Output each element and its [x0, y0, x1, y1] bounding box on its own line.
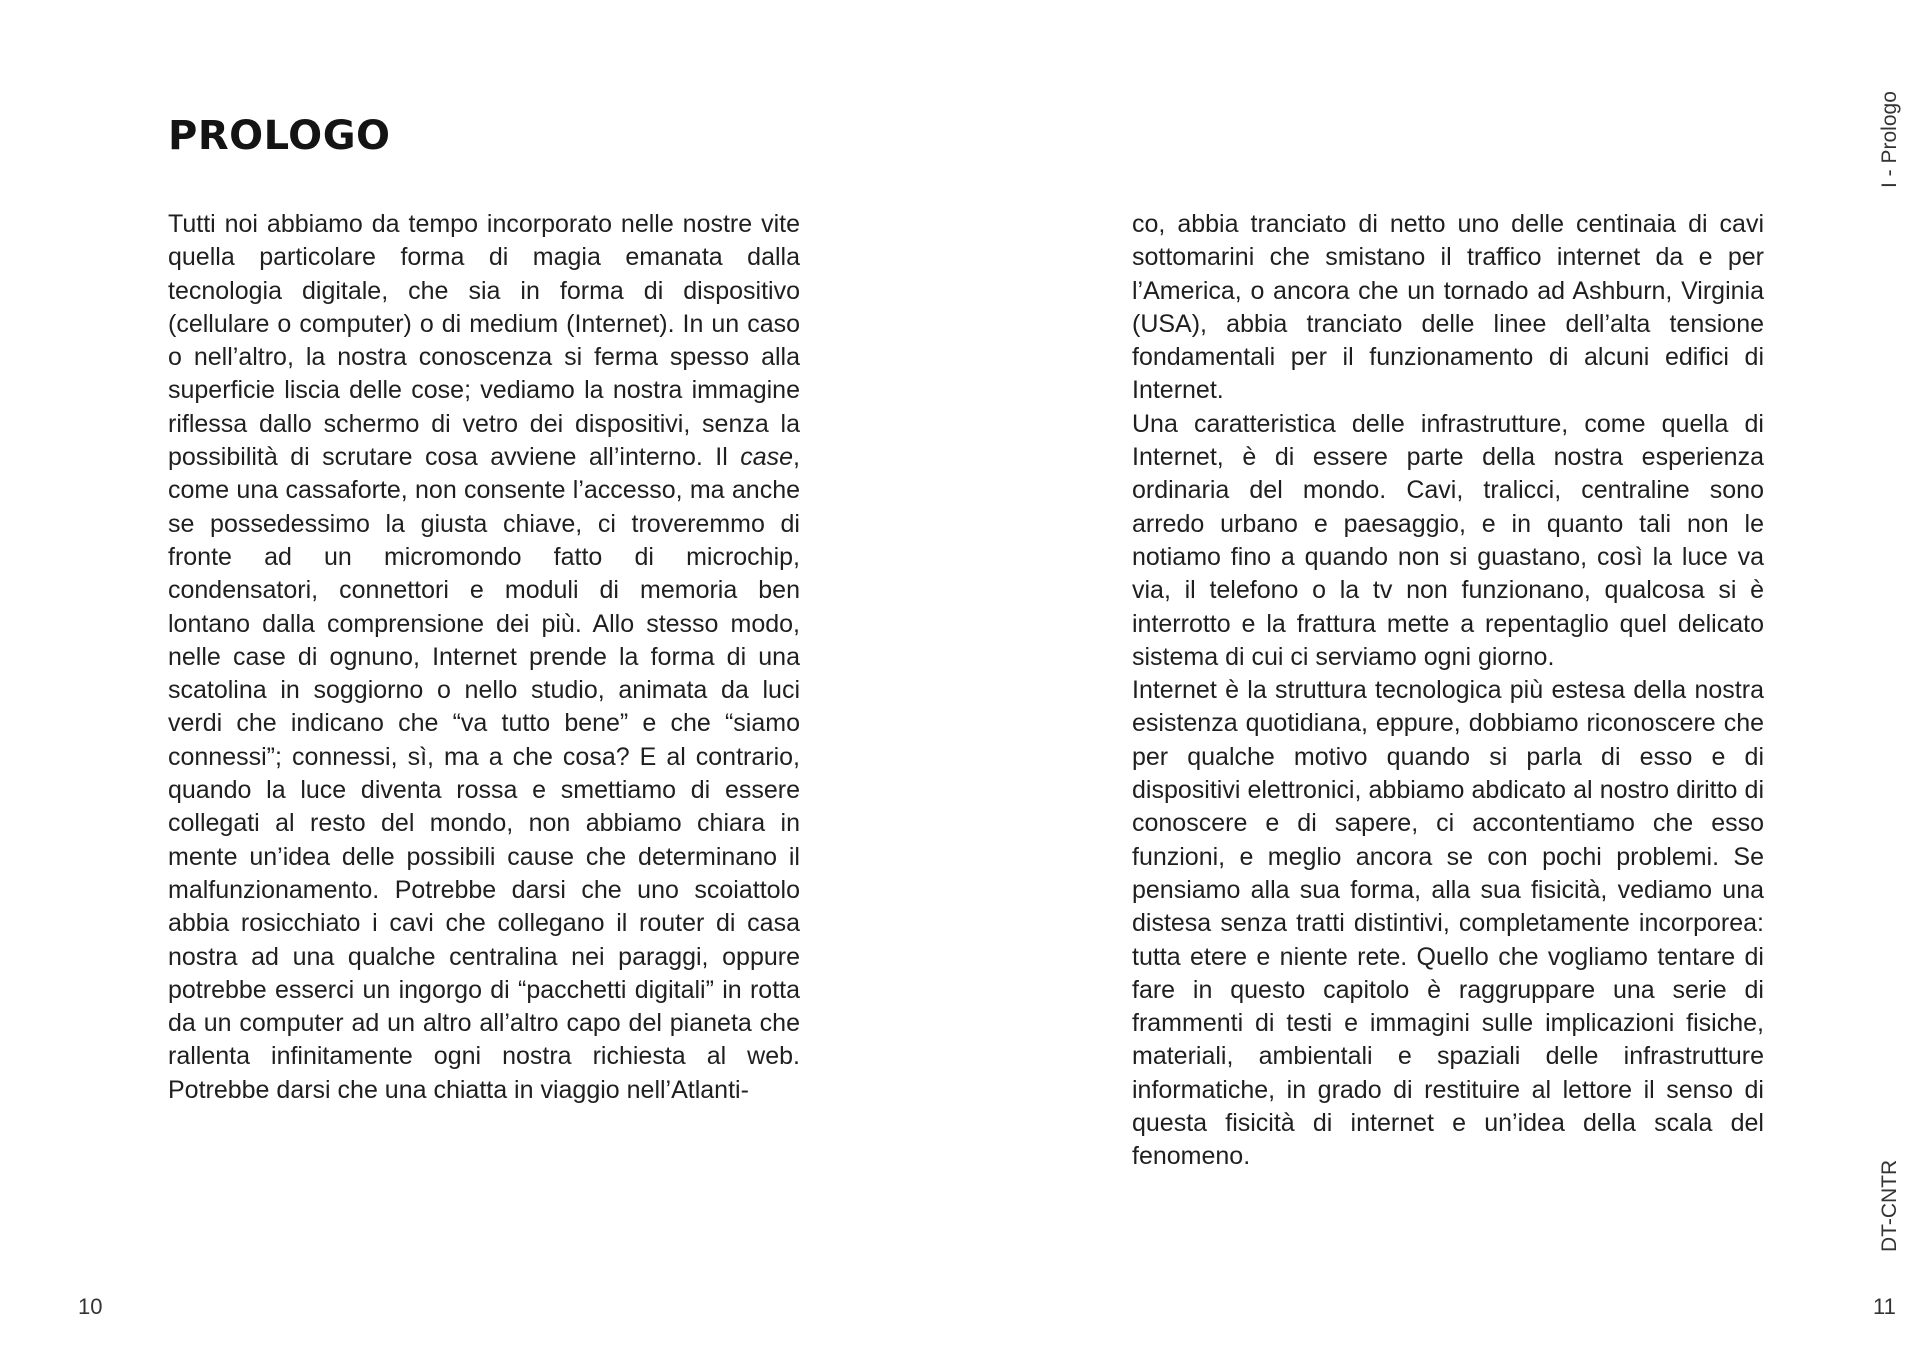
- right-text-column: [1132, 208, 1764, 1174]
- body-paragraph: Una caratteristica delle infrastrutture, come quella di Internet, è di essere parte della nostra esperienza ordinaria del mondo. Cavi, tralicci, centraline sono arredo urbano e paesaggio, e in quanto tali non le notiamo fino a quando non si guastano, così la luce va via, il telefono o la tv non funzionano, qualcosa si è interrotto e la frattura mette a repentaglio quel delicato sistema di cui ci serviamo ogni giorno.: [1132, 409, 1764, 671]
- running-header-chapter: I - Prologo: [1878, 91, 1901, 188]
- body-paragraph: Internet è la struttura tecnologica più estesa della nostra esistenza quotidiana, eppure, dobbiamo riconoscere che per qualche motivo quando si parla di esso e di dispositivi elettronici, abbiamo abdicato al nostro diritto di conoscere e di sapere, ci accontentiamo che esso funzioni, e meglio ancora se con pochi problemi. Se pensiamo alla sua forma, alla sua fisicità, vediamo una distesa senza tratti distintivi, completamente incorporea: tutta etere e niente rete. Quello che vogliamo tentare di fare in questo capitolo è raggruppare una serie di frammenti di testi e immagini sulle implicazioni fisiche, materiali, ambientali e spaziali delle infrastrutture informatiche, in grado di restituire al lettore il senso di questa fisicità di internet e un’idea della scala del fenomeno.: [1132, 676, 1764, 1171]
- page-number-left: 10: [78, 1294, 103, 1319]
- paragraph-text: Tutti noi abbiamo da tempo incorporato nelle nostre vite quella particolare forma di magia emanata dalla tecnologia digitale, che sia in forma di dispositivo (cellulare o computer) o di medium (Internet). In un caso o nell’altro, la nostra conoscenza si ferma spesso alla superficie liscia delle cose; vediamo la nostra immagine riflessa dallo schermo di vetro dei dispositivi, senza la possibilità di scrutare cosa avviene all’interno. Il: [168, 210, 800, 472]
- body-paragraph: [168, 208, 800, 1107]
- page-title: PROLOGO: [168, 113, 391, 159]
- italic-term: case: [740, 443, 794, 472]
- paragraph-text: , come una cassaforte, non consente l’accesso, ma anche se possedessimo la giusta chiave, ci troveremmo di fronte ad un micromondo fatto di microchip, condensatori, connettori e moduli di memoria ben lontano dalla comprensione dei più. Allo stesso modo, nelle case di ognuno, Internet prende la forma di una scatolina in soggiorno o nello studio, animata da luci verdi che indicano che “va tutto bene” e che “siamo connessi”; connessi, sì, ma a che cosa? E al contrario, quando la luce diventa rossa e smettiamo di essere collegati al resto del mondo, non abbiamo chiara in mente un’idea delle possibili cause che determinano il malfunzionamento. Potrebbe darsi che uno scoiattolo abbia rosicchiato i cavi che collegano il router di casa nostra ad una qualche centralina nei paraggi, oppure potrebbe esserci un ingorgo di “pacchetti digitali” in rotta da un computer ad un altro all’altro capo del pianeta che rallenta infinitamente ogni nostra richiesta al web. Potrebbe darsi che una chiatta in viaggio nell’Atlanti-: [168, 443, 800, 1104]
- page-number-right: 11: [1873, 1294, 1896, 1319]
- running-footer-series: DT-CNTR: [1878, 1159, 1901, 1252]
- left-text-column: [168, 208, 800, 1107]
- body-paragraph: co, abbia tranciato di netto uno delle centinaia di cavi sottomarini che smistano il traffico internet da e per l’America, o ancora che un tornado ad Ashburn, Virginia (USA), abbia tranciato delle linee dell’alta tensione fondamentali per il funzionamento di alcuni edifici di Internet.: [1132, 210, 1764, 405]
